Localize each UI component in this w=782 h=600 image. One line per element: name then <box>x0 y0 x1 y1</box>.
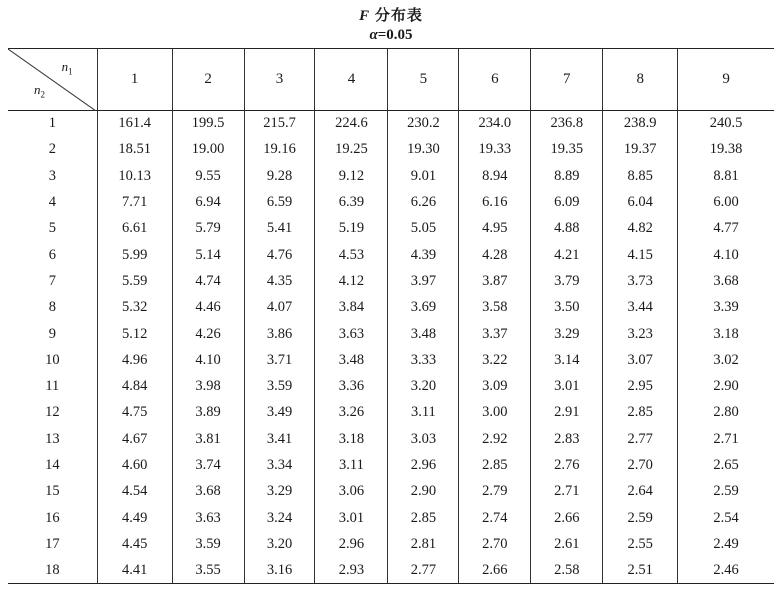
f-value-cell: 4.28 <box>459 242 531 268</box>
f-value-cell: 3.01 <box>531 373 603 399</box>
f-value-cell: 4.77 <box>678 216 774 242</box>
table-row <box>8 163 774 189</box>
f-value-cell: 6.26 <box>388 189 459 215</box>
table-row <box>8 137 774 163</box>
f-value-cell: 19.37 <box>603 137 678 163</box>
f-value-cell: 18.51 <box>97 137 172 163</box>
column-header-n1-9: 9 <box>678 49 774 111</box>
f-value-cell: 5.79 <box>172 216 244 242</box>
f-value-cell: 3.73 <box>603 268 678 294</box>
f-value-cell: 3.69 <box>388 295 459 321</box>
row-header-n2: 5 <box>48 220 56 237</box>
row-header-n2: 10 <box>45 351 60 368</box>
corner-cell <box>8 49 97 111</box>
f-value-cell: 2.96 <box>388 452 459 478</box>
f-value-cell: 2.65 <box>678 452 774 478</box>
f-value-cell: 4.10 <box>678 242 774 268</box>
f-value-cell: 3.68 <box>172 479 244 505</box>
f-value-cell: 240.5 <box>678 111 774 137</box>
f-value-cell: 8.94 <box>459 163 531 189</box>
f-value-cell: 2.74 <box>459 505 531 531</box>
f-value-cell: 224.6 <box>315 111 388 137</box>
table-body <box>8 111 774 584</box>
f-value-cell: 4.76 <box>244 242 315 268</box>
table-row <box>8 242 774 268</box>
f-value-cell: 3.63 <box>315 321 388 347</box>
f-value-cell: 4.15 <box>603 242 678 268</box>
f-value-cell: 199.5 <box>172 111 244 137</box>
table-title <box>0 4 782 25</box>
f-value-cell: 3.71 <box>244 347 315 373</box>
f-value-cell: 2.93 <box>315 558 388 584</box>
f-value-cell: 5.59 <box>97 268 172 294</box>
f-value-cell: 3.39 <box>678 295 774 321</box>
f-value-cell: 3.29 <box>531 321 603 347</box>
title-symbol: F <box>359 8 371 24</box>
f-value-cell: 3.20 <box>244 531 315 557</box>
f-value-cell: 3.11 <box>315 452 388 478</box>
f-value-cell: 3.41 <box>244 426 315 452</box>
table-row <box>8 505 774 531</box>
f-value-cell: 5.12 <box>97 321 172 347</box>
f-value-cell: 236.8 <box>531 111 603 137</box>
f-value-cell: 5.19 <box>315 216 388 242</box>
alpha-value: =0.05 <box>377 27 413 43</box>
table-row <box>8 426 774 452</box>
table-row <box>8 111 774 137</box>
f-value-cell: 4.10 <box>172 347 244 373</box>
f-value-cell: 9.28 <box>244 163 315 189</box>
table-row <box>8 321 774 347</box>
f-value-cell: 3.59 <box>244 373 315 399</box>
table-row <box>8 531 774 557</box>
f-value-cell: 6.09 <box>531 189 603 215</box>
f-value-cell: 19.30 <box>388 137 459 163</box>
f-value-cell: 2.51 <box>603 558 678 584</box>
f-value-cell: 3.00 <box>459 400 531 426</box>
f-value-cell: 3.37 <box>459 321 531 347</box>
f-value-cell: 2.58 <box>531 558 603 584</box>
f-value-cell: 3.34 <box>244 452 315 478</box>
f-value-cell: 2.71 <box>531 479 603 505</box>
f-value-cell: 6.00 <box>678 189 774 215</box>
f-value-cell: 3.50 <box>531 295 603 321</box>
f-value-cell: 4.96 <box>97 347 172 373</box>
row-header-n2: 18 <box>8 558 97 584</box>
f-value-cell: 4.07 <box>244 295 315 321</box>
f-value-cell: 2.55 <box>603 531 678 557</box>
table-row <box>8 216 774 242</box>
row-variable-label: $n_2$ <box>34 82 45 100</box>
f-value-cell: 3.09 <box>459 373 531 399</box>
f-value-cell: 4.60 <box>97 452 172 478</box>
column-header-n1-6: 6 <box>459 49 531 111</box>
f-value-cell: 2.95 <box>603 373 678 399</box>
column-header-n1-2: 2 <box>172 49 244 111</box>
row-header-n2: 15 <box>45 483 60 500</box>
row-header-n2: 3 <box>48 167 56 184</box>
table-row <box>8 479 774 505</box>
f-value-cell: 3.29 <box>244 479 315 505</box>
f-value-cell: 5.32 <box>97 295 172 321</box>
f-value-cell: 3.22 <box>459 347 531 373</box>
f-value-cell: 3.48 <box>388 321 459 347</box>
f-value-cell: 3.86 <box>244 321 315 347</box>
f-value-cell: 6.59 <box>244 189 315 215</box>
f-value-cell: 6.61 <box>97 216 172 242</box>
f-value-cell: 6.04 <box>603 189 678 215</box>
f-value-cell: 2.70 <box>459 531 531 557</box>
f-value-cell: 4.88 <box>531 216 603 242</box>
f-value-cell: 3.97 <box>388 268 459 294</box>
f-value-cell: 2.85 <box>459 452 531 478</box>
f-value-cell: 4.21 <box>531 242 603 268</box>
f-value-cell: 4.75 <box>97 400 172 426</box>
f-value-cell: 3.87 <box>459 268 531 294</box>
f-value-cell: 3.84 <box>315 295 388 321</box>
f-value-cell: 3.59 <box>172 531 244 557</box>
significance-level <box>0 27 782 44</box>
f-value-cell: 4.39 <box>388 242 459 268</box>
f-value-cell: 6.39 <box>315 189 388 215</box>
row-header-n2: 13 <box>45 430 60 447</box>
f-value-cell: 3.06 <box>315 479 388 505</box>
f-value-cell: 3.89 <box>172 400 244 426</box>
f-value-cell: 215.7 <box>244 111 315 137</box>
f-value-cell: 2.61 <box>531 531 603 557</box>
f-value-cell: 4.74 <box>172 268 244 294</box>
f-value-cell: 9.01 <box>388 163 459 189</box>
row-header-n2: 16 <box>45 509 60 526</box>
f-value-cell: 3.23 <box>603 321 678 347</box>
f-value-cell: 9.12 <box>315 163 388 189</box>
f-value-cell: 2.85 <box>388 505 459 531</box>
table-row <box>8 452 774 478</box>
f-value-cell: 2.54 <box>678 505 774 531</box>
f-value-cell: 5.99 <box>97 242 172 268</box>
f-value-cell: 4.12 <box>315 268 388 294</box>
corner-diagonal <box>8 49 96 111</box>
row-header-n2: 2 <box>48 141 56 158</box>
f-value-cell: 3.55 <box>172 558 244 584</box>
f-value-cell: 2.59 <box>678 479 774 505</box>
f-value-cell: 2.90 <box>388 479 459 505</box>
column-header-n1-8: 8 <box>603 49 678 111</box>
f-value-cell: 5.05 <box>388 216 459 242</box>
col-variable-label: $n_1$ <box>61 59 73 77</box>
header-row <box>8 49 774 111</box>
f-value-cell: 3.58 <box>459 295 531 321</box>
f-value-cell: 2.71 <box>678 426 774 452</box>
f-value-cell: 3.18 <box>678 321 774 347</box>
f-value-cell: 161.4 <box>97 111 172 137</box>
f-value-cell: 3.98 <box>172 373 244 399</box>
f-value-cell: 8.81 <box>678 163 774 189</box>
f-value-cell: 2.64 <box>603 479 678 505</box>
f-value-cell: 3.01 <box>315 505 388 531</box>
f-value-cell: 5.41 <box>244 216 315 242</box>
f-value-cell: 230.2 <box>388 111 459 137</box>
f-value-cell: 2.76 <box>531 452 603 478</box>
table-row <box>8 373 774 399</box>
f-value-cell: 4.54 <box>97 479 172 505</box>
column-header-n1-3: 3 <box>244 49 315 111</box>
f-value-cell: 19.33 <box>459 137 531 163</box>
f-value-cell: 2.90 <box>678 373 774 399</box>
f-value-cell: 4.35 <box>244 268 315 294</box>
table-row <box>8 189 774 215</box>
f-value-cell: 4.46 <box>172 295 244 321</box>
row-header-n2: 12 <box>45 404 60 421</box>
column-header-n1-1: 1 <box>97 49 172 111</box>
f-value-cell: 3.49 <box>244 400 315 426</box>
f-distribution-table-wrapper <box>8 48 774 584</box>
row-header-n2: 4 <box>48 194 56 211</box>
f-value-cell: 2.77 <box>603 426 678 452</box>
f-value-cell: 4.26 <box>172 321 244 347</box>
f-value-cell: 2.80 <box>678 400 774 426</box>
f-value-cell: 3.24 <box>244 505 315 531</box>
f-value-cell: 2.46 <box>678 558 774 584</box>
f-value-cell: 2.83 <box>531 426 603 452</box>
title-text: 分布表 <box>374 8 423 24</box>
row-header-n2: 6 <box>48 246 56 263</box>
f-value-cell: 3.33 <box>388 347 459 373</box>
f-value-cell: 3.36 <box>315 373 388 399</box>
f-value-cell: 3.63 <box>172 505 244 531</box>
f-value-cell: 19.25 <box>315 137 388 163</box>
f-value-cell: 3.68 <box>678 268 774 294</box>
f-value-cell: 3.02 <box>678 347 774 373</box>
f-value-cell: 238.9 <box>603 111 678 137</box>
f-value-cell: 6.94 <box>172 189 244 215</box>
f-value-cell: 2.85 <box>603 400 678 426</box>
f-value-cell: 2.49 <box>678 531 774 557</box>
f-value-cell: 8.89 <box>531 163 603 189</box>
f-value-cell: 4.82 <box>603 216 678 242</box>
f-value-cell: 3.20 <box>388 373 459 399</box>
f-value-cell: 3.18 <box>315 426 388 452</box>
row-header-n2: 14 <box>45 457 60 473</box>
column-header-n1-7: 7 <box>531 49 603 111</box>
f-value-cell: 19.35 <box>531 137 603 163</box>
f-value-cell: 7.71 <box>97 189 172 215</box>
f-value-cell: 4.41 <box>97 558 172 584</box>
f-value-cell: 3.07 <box>603 347 678 373</box>
table-row <box>8 400 774 426</box>
f-value-cell: 8.85 <box>603 163 678 189</box>
row-header-n2: 9 <box>48 325 56 342</box>
f-value-cell: 2.77 <box>388 558 459 584</box>
f-distribution-table <box>8 48 774 584</box>
f-value-cell: 2.92 <box>459 426 531 452</box>
f-value-cell: 2.66 <box>531 505 603 531</box>
f-value-cell: 4.67 <box>97 426 172 452</box>
f-value-cell: 2.66 <box>459 558 531 584</box>
f-value-cell: 9.55 <box>172 163 244 189</box>
f-value-cell: 3.81 <box>172 426 244 452</box>
f-value-cell: 3.48 <box>315 347 388 373</box>
column-header-n1-5: 5 <box>388 49 459 111</box>
f-value-cell: 2.91 <box>531 400 603 426</box>
f-value-cell: 3.74 <box>172 452 244 478</box>
f-value-cell: 19.00 <box>172 137 244 163</box>
f-value-cell: 5.14 <box>172 242 244 268</box>
f-value-cell: 4.95 <box>459 216 531 242</box>
f-value-cell: 6.16 <box>459 189 531 215</box>
f-value-cell: 2.70 <box>603 452 678 478</box>
f-value-cell: 234.0 <box>459 111 531 137</box>
row-header-n2: 8 <box>48 299 56 316</box>
table-row <box>8 558 774 584</box>
table-row <box>8 347 774 373</box>
f-value-cell: 3.11 <box>388 400 459 426</box>
row-header-n2: 7 <box>48 272 56 289</box>
f-value-cell: 4.45 <box>97 531 172 557</box>
f-value-cell: 19.38 <box>678 137 774 163</box>
table-row <box>8 295 774 321</box>
f-value-cell: 3.26 <box>315 400 388 426</box>
f-value-cell: 4.53 <box>315 242 388 268</box>
f-value-cell: 19.16 <box>244 137 315 163</box>
column-header-n1-4: 4 <box>315 49 388 111</box>
f-value-cell: 2.59 <box>603 505 678 531</box>
f-value-cell: 3.14 <box>531 347 603 373</box>
f-value-cell: 10.13 <box>97 163 172 189</box>
f-value-cell: 3.16 <box>244 558 315 584</box>
alpha-symbol: α <box>369 27 378 43</box>
f-value-cell: 4.49 <box>97 505 172 531</box>
f-value-cell: 2.96 <box>315 531 388 557</box>
row-header-n2: 17 <box>45 535 60 552</box>
row-header-n2: 1 <box>48 115 56 132</box>
f-value-cell: 4.84 <box>97 373 172 399</box>
f-value-cell: 2.81 <box>388 531 459 557</box>
f-value-cell: 3.79 <box>531 268 603 294</box>
row-header-n2: 11 <box>45 378 60 395</box>
f-value-cell: 3.03 <box>388 426 459 452</box>
f-value-cell: 2.79 <box>459 479 531 505</box>
table-row <box>8 268 774 294</box>
f-value-cell: 3.44 <box>603 295 678 321</box>
